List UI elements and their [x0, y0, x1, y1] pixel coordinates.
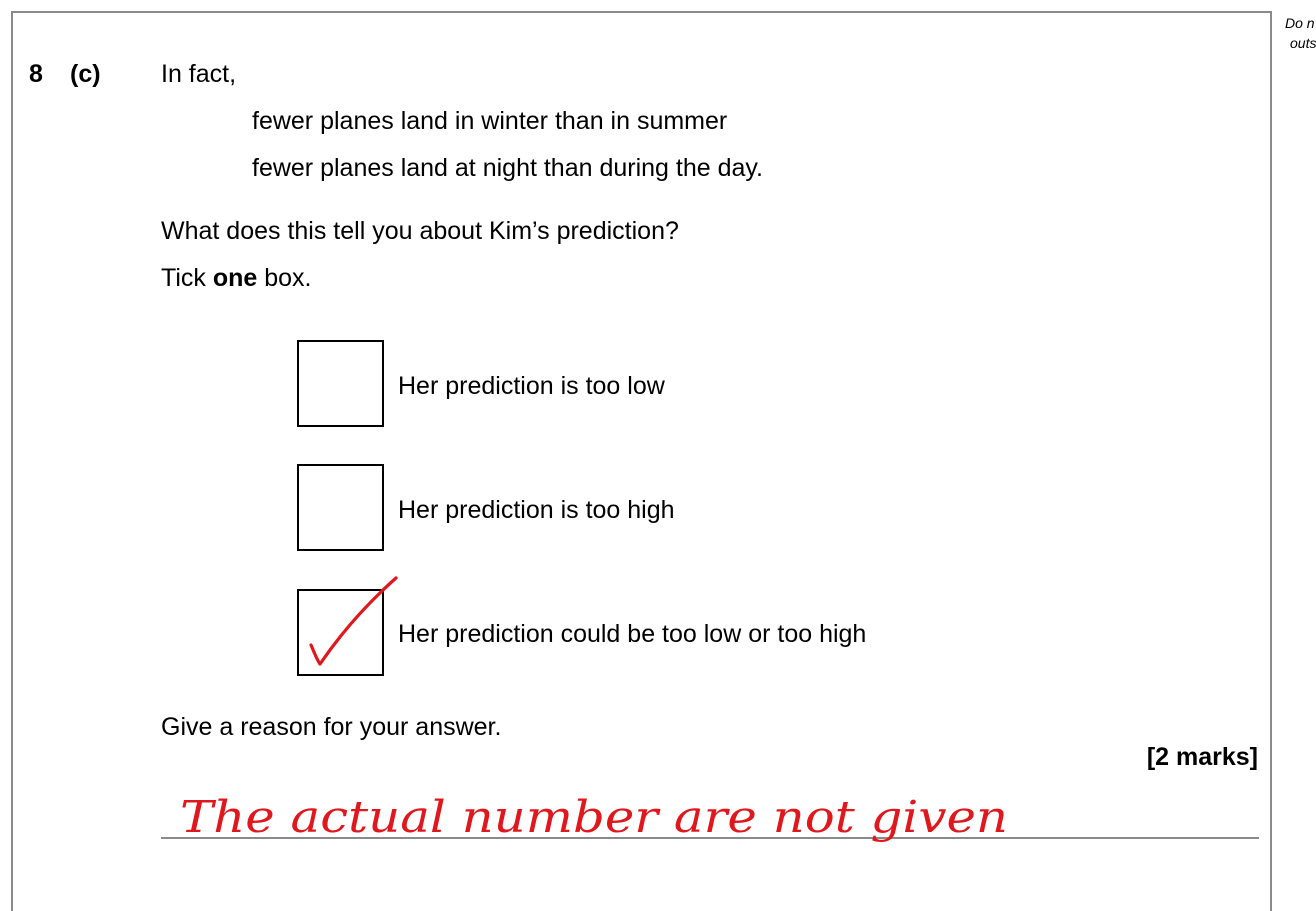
- page-frame: [11, 11, 1272, 911]
- question-part: (c): [70, 60, 101, 88]
- margin-note-line2: outs: [1290, 35, 1316, 51]
- checkbox-either[interactable]: [297, 589, 384, 676]
- instruction-pre: Tick: [161, 264, 213, 292]
- question-prompt: What does this tell you about Kim’s prediction?: [161, 217, 679, 245]
- option-label-too-high: Her prediction is too high: [398, 496, 675, 524]
- checkbox-too-high[interactable]: [297, 464, 384, 551]
- margin-note-line1: Do n: [1285, 15, 1315, 31]
- fact-1: fewer planes land in winter than in summer: [252, 107, 728, 135]
- option-label-either: Her prediction could be too low or too high: [398, 620, 867, 648]
- checkbox-too-low[interactable]: [297, 340, 384, 427]
- margin-instruction: [1285, 13, 1316, 53]
- handwritten-answer: The actual number are not given: [180, 792, 1008, 843]
- question-number: 8: [29, 60, 43, 88]
- fact-2: fewer planes land at night than during the day.: [252, 154, 763, 182]
- marks-label: [2 marks]: [1146, 743, 1258, 771]
- reason-prompt: Give a reason for your answer.: [161, 713, 502, 741]
- instruction-post: box.: [257, 264, 312, 292]
- instruction: [161, 263, 312, 293]
- option-label-too-low: Her prediction is too low: [398, 372, 665, 400]
- instruction-bold: one: [212, 264, 258, 292]
- answer-line: [161, 837, 1259, 839]
- intro-text: In fact,: [161, 60, 237, 88]
